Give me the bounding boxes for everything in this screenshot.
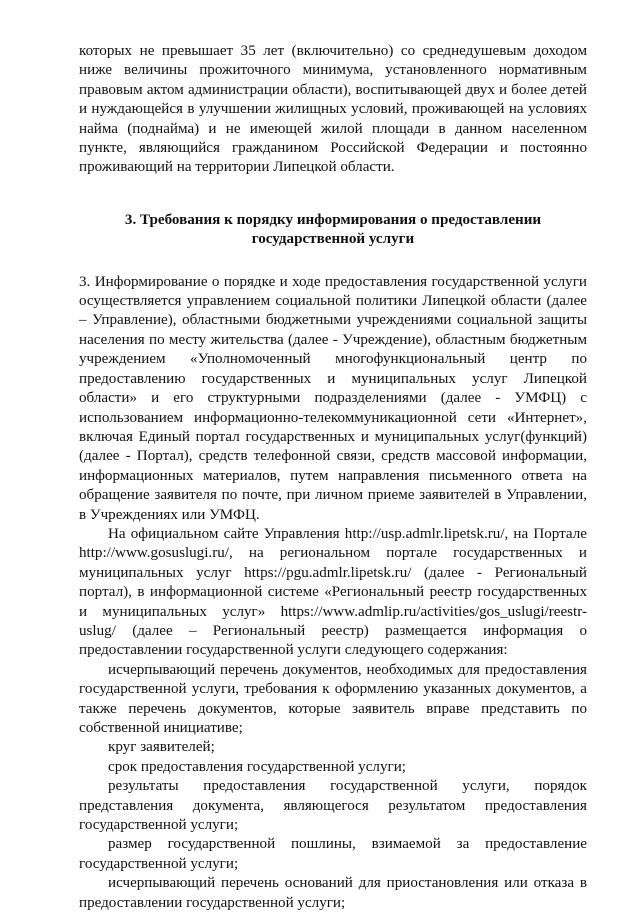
paragraph-continuation: которых не превышает 35 лет (включительно) со среднедушевым доходом ниже величины прожиточного минимума, установленного нормативным правовым актом администрации области), воспитывающей двух и более детей и нуждающейся в улучшении жилищных условий, проживающей на условиях найма (поднайма) и не имеющей жилой площади в данном населенном пункте, являющийся гражданином Российской Федерации и постоянно проживающий на территории Липецкой области.: [79, 43, 587, 176]
section-heading: 3. Требования к порядку информирования о предоставлении государственной услуги: [124, 211, 542, 248]
paragraph-informing: 3. Информирование о порядке и ходе предоставления государственной услуги осуществляется управлением социальной политики Липецкой области (далее – Управление), областными бюджетными учреждениями социальной защиты населения по месту жительства (далее - Учреждение), областным бюджетным учреждением «Уполномоченный многофункциональный центр по предоставлению государственных и муниципальных услуг Липецкой области» и его структурными подразделениями (далее - УМФЦ) с использованием информационно-телекоммуникационной сети «Интернет», включая Единый портал государственных и муниципальных услуг(функций) (далее - Портал), средств телефонной связи, средств массовой информации, информационных материалов, путем направления письменного ответа на обращение заявителя по почте, при личном приеме заявителей в Управлении, в Учреждениях или УМФЦ.: [79, 273, 587, 523]
list-item-documents: исчерпывающий перечень документов, необходимых для предоставления государственной услуги, требования к оформлению указанных документов, а также перечень документов, которые заявитель вправе представить по собственной инициативе;: [79, 661, 587, 736]
list-item-results: результаты предоставления государственной услуги, порядок представления документа, являющегося результатом предоставления государственной услуги;: [79, 778, 587, 834]
paragraph-websites: На официальном сайте Управления http://usp.admlr.lipetsk.ru/, на Портале http://www.gosuslugi.ru/, на региональном портале государственных и муниципальных услуг https://pgu.admlr.lipetsk.ru/ (далее - Региональный портал), в информационной системе «Региональный реестр государственных и муниципальных услуг» https://www.admlip.ru/activities/gos_uslugi/reestr-uslug/ (далее – Региональный реестр) размещается информация о предоставлении государственной услуги следующего содержания:: [79, 525, 587, 659]
document-body: [79, 42, 587, 913]
list-item-applicants: круг заявителей;: [108, 739, 215, 756]
list-item-refusal-grounds: исчерпывающий перечень оснований для приостановления или отказа в предоставлении государственной услуги;: [79, 875, 587, 911]
list-item-term: срок предоставления государственной услуги;: [108, 758, 406, 775]
list-item-fee: размер государственной пошлины, взимаемой за предоставление государственной услуги;: [79, 836, 587, 872]
